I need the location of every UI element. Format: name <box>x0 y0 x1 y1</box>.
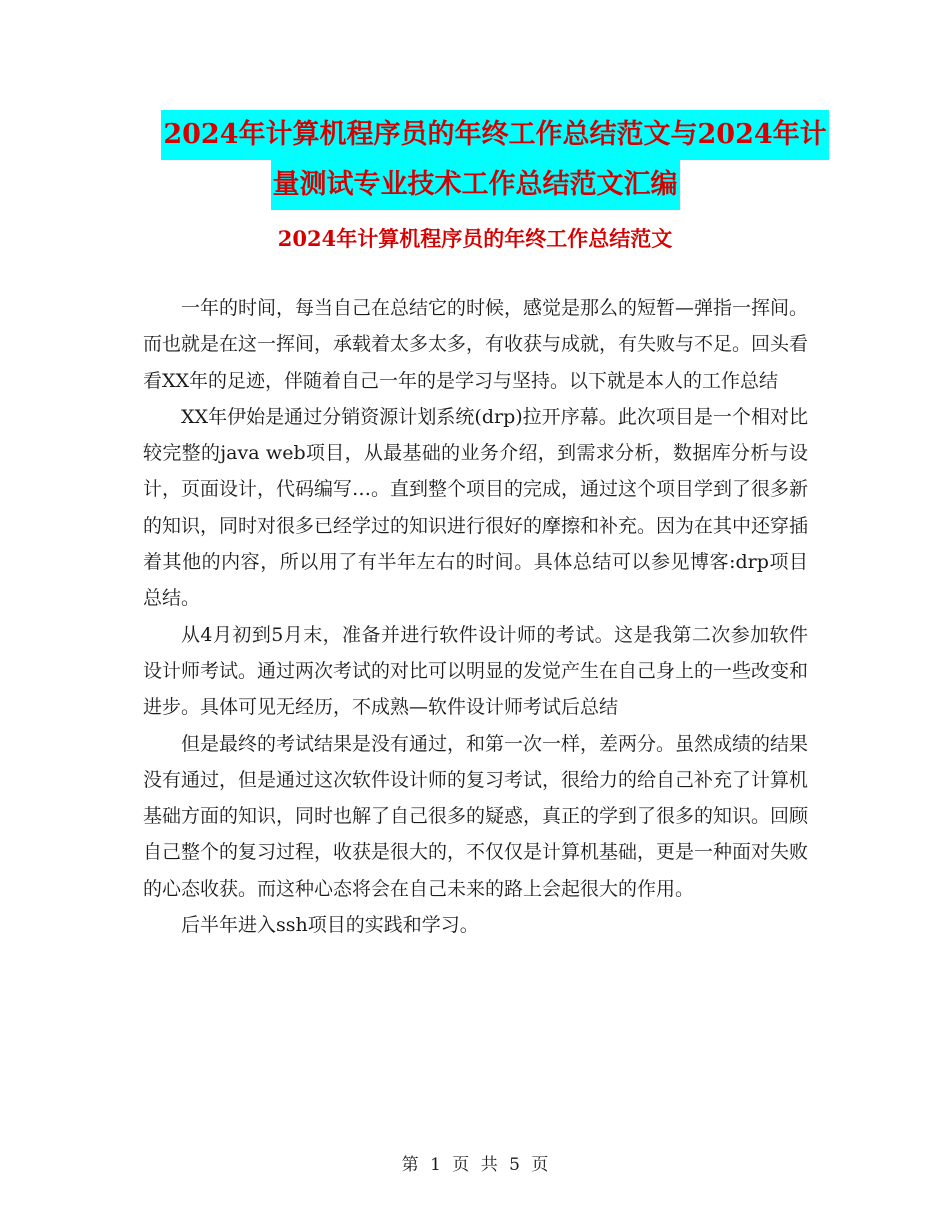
paragraph-2: XX年伊始是通过分销资源计划系统(drp)拉开序幕。此次项目是一个相对比较完整的java web项目，从最基础的业务介绍，到需求分析，数据库分析与设计，页面设计，代码编写…。直到整个项目的完成，通过这个项目学到了很多新的知识，同时对很多已经学过的知识进行很好的摩擦和补充。因为在其中还穿插着其他的内容，所以用了有半年左右的时间。具体总结可以参见博客:drp项目总结。 <box>143 405 809 610</box>
paragraph-3: 从4月初到5月末，准备并进行软件设计师的考试。这是我第二次参加软件设计师考试。通过两次考试的对比可以明显的发觉产生在自己身上的一些改变和进步。具体可见无经历，不成熟—软件设计师考试后总结 <box>143 623 809 719</box>
paragraph-4: 但是最终的考试结果是没有通过，和第一次一样，差两分。虽然成绩的结果没有通过，但是通过这次软件设计师的复习考试，很给力的给自己补充了计算机基础方面的知识，同时也解了自己很多的疑惑，真正的学到了很多的知识。回顾自己整个的复习过程，收获是很大的，不仅仅是计算机基础，更是一种面对失败的心态收获。而这种心态将会在自己未来的路上会起很大的作用。 <box>143 732 809 900</box>
main-title-line-1: 2024年计算机程序员的年终工作总结范文与2024年计 <box>161 110 828 160</box>
paragraph-5: 后半年进入ssh项目的实践和学习。 <box>181 914 479 937</box>
paragraph-1: 一年的时间，每当自己在总结它的时候，感觉是那么的短暂—弹指一挥间。而也就是在这一挥间，承载着太多太多，有收获与成就，有失败与不足。回头看看XX年的足迹，伴随着自己一年的是学习与坚持。以下就是本人的工作总结 <box>143 297 809 392</box>
document-main-title <box>0 110 950 210</box>
main-title-line-2: 量测试专业技术工作总结范文汇编 <box>271 160 680 210</box>
section-title: 2024年计算机程序员的年终工作总结范文 <box>277 226 673 251</box>
document-body <box>143 290 808 943</box>
page-number-footer: 第 1 页 共 5 页 <box>401 1155 549 1175</box>
